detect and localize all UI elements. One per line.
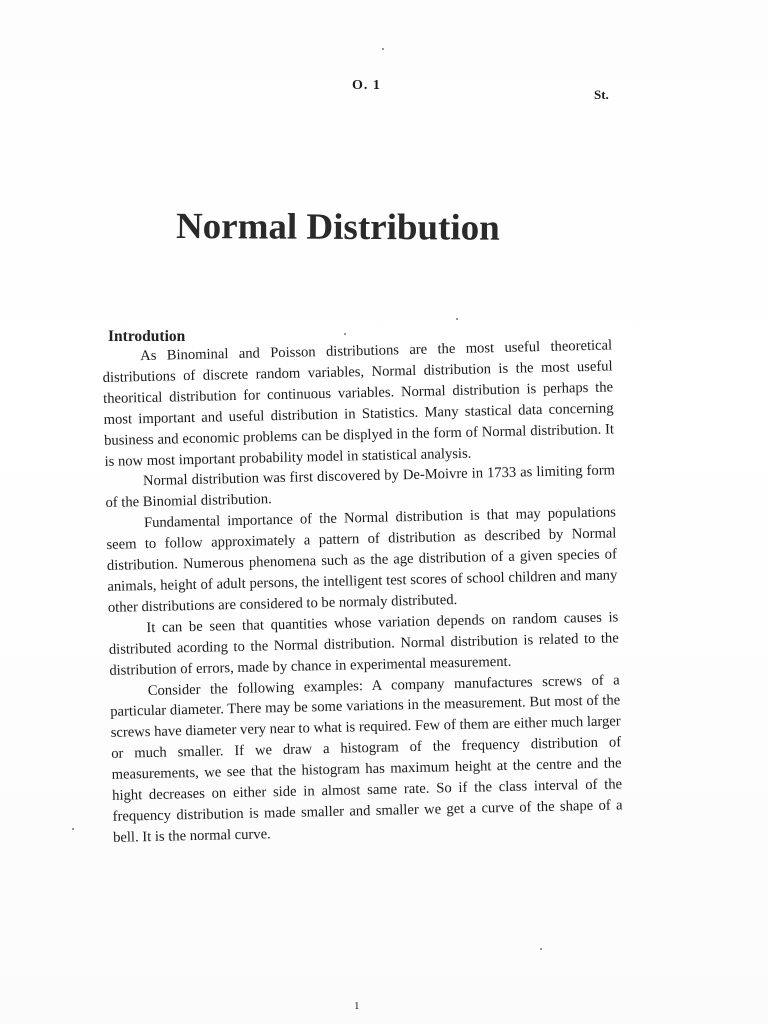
paragraph-3: Fundamental importance of the Normal distribution is that may populations seem to follow approximately a pattern of distribution as described by Normal distribution. Numerous phenomena such as the age distribution of a given species of animals, height of adult persons, the intelligent test scores of school children and many other distributions are considered to be normaly distributed. (106, 504, 618, 616)
paragraph-5: Consider the following examples: A company manufactures screws of a particular diameter. There may be some variations in the measurement. But most of the screws have diameter very near to what is required. Few of them are either much larger or much smaller. If we draw a histogram of the frequency distribution of measurements, we see that the histogram has maximum height at the centre and the hight decreases on either side in almost same rate. So if the class interval of the frequency distribution is made smaller and smaller we get a curve of the shape of a bell. It is the normal curve. (110, 671, 623, 846)
scan-speck (382, 48, 384, 50)
page-title: Normal Distribution (175, 206, 500, 249)
section-heading: Introdution (108, 328, 186, 345)
chapter-code: O. 1 (352, 78, 381, 93)
scan-speck (72, 828, 74, 830)
scan-speck (456, 318, 458, 320)
page-number: 1 (354, 1000, 360, 1012)
paragraph-4: It can be seen that quantities whose variation depends on random causes is distributed acording to the Normal distribution. Normal distribution is related to the distribution of errors, made by chance in experimental measurement. (108, 609, 619, 679)
scan-speck (540, 948, 542, 950)
subject-code: St. (594, 87, 609, 102)
paragraph-2: Normal distribution was first discovered by De-Moivre in 1733 as limiting form of the Binomial distribution. (105, 462, 616, 512)
scan-speck (344, 333, 346, 335)
paragraph-1: As Binominal and Poisson distributions are the most useful theoretical distributions of discrete random variables, Normal distribution is the most useful theoritical distribution for continuous variables. Normal distribution is perhaps the most important and useful distribution in Statistics. Many stastical data concerning business and economic problems can be displyed in the form of Normal distribution. It is now most important probability model in statistical analysis. (102, 337, 615, 470)
body-text (102, 335, 623, 848)
